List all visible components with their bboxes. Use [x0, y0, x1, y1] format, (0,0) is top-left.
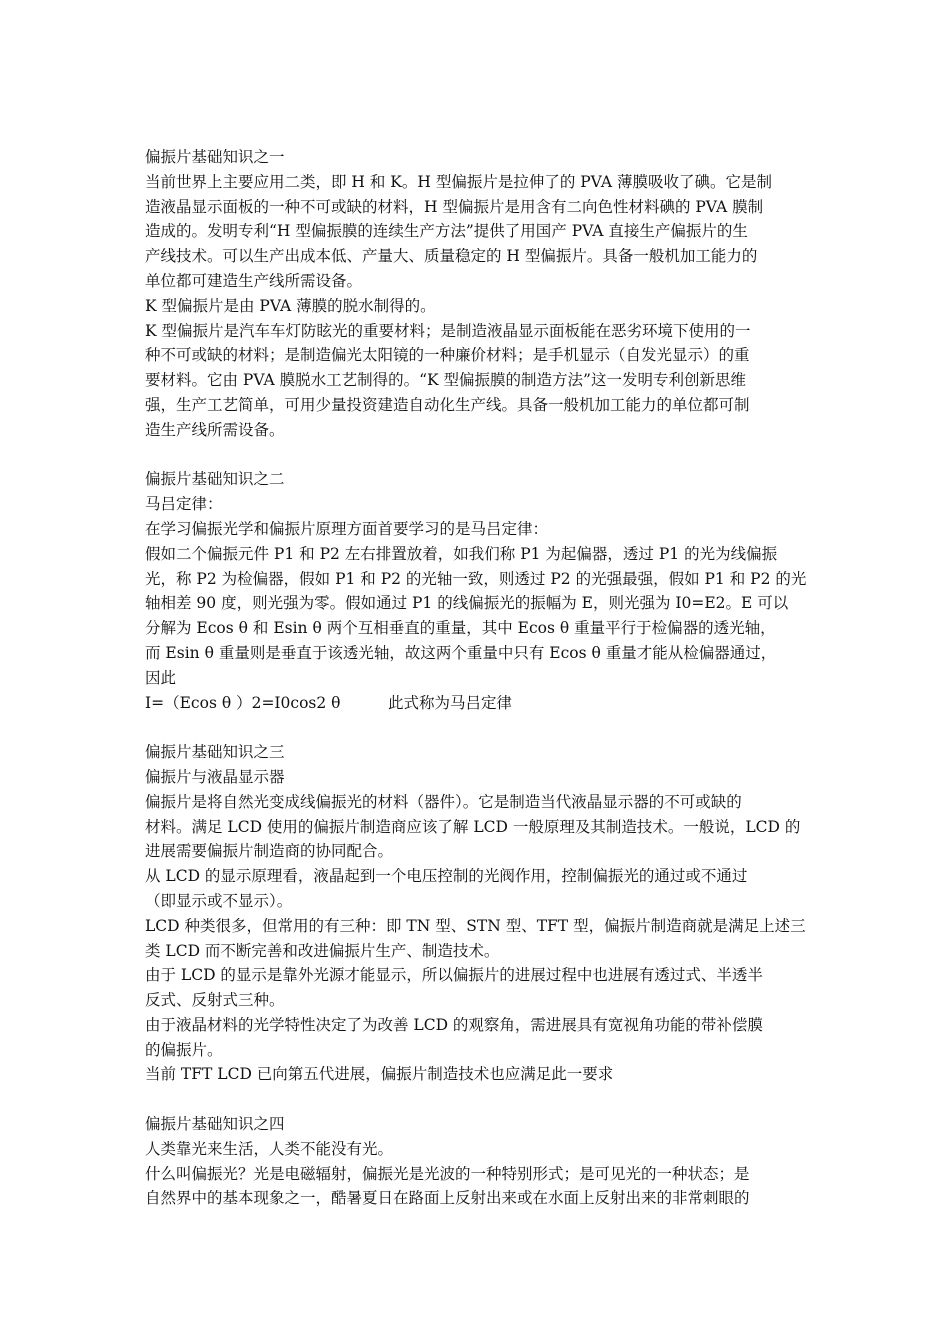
paragraph-line: K 型偏振片是由 PVA 薄膜的脱水制得的。	[145, 296, 436, 315]
section-3	[145, 740, 820, 1087]
section-title: 偏振片基础知识之三	[145, 743, 285, 762]
paragraph-line: 偏振片是将自然光变成线偏振光的材料（器件）。它是制造当代液晶显示器的不可或缺的	[145, 792, 742, 811]
paragraph-line: LCD 种类很多，但常用的有三种：即 TN 型、STN 型、TFT 型，偏振片制造商就是满足上述三	[145, 916, 806, 935]
section-2	[145, 467, 820, 715]
paragraph-line: 造生产线所需设备。	[145, 420, 285, 439]
paragraph-line: 在学习偏振光学和偏振片原理方面首要学习的是马吕定律：	[145, 519, 549, 538]
paragraph-line: 自然界中的基本现象之一，酷暑夏日在路面上反射出来或在水面上反射出来的非常刺眼的	[145, 1189, 750, 1208]
paragraph-line: 轴相差 90 度，则光强为零。假如通过 P1 的线偏振光的振幅为 E，则光强为 I0=E2。E 可以	[145, 594, 789, 613]
paragraph-line: 种不可或缺的材料；是制造偏光太阳镜的一种廉价材料；是手机显示（自发光显示）的重	[145, 346, 750, 365]
paragraph-line: 由于液晶材料的光学特性决定了为改善 LCD 的观察角，需进展具有宽视角功能的带补偿膜	[145, 1015, 763, 1034]
paragraph-line: 假如二个偏振元件 P1 和 P2 左右排置放着，如我们称 P1 为起偏器，透过 P1 的光为线偏振	[145, 544, 778, 563]
paragraph-line: 分解为 Ecos θ 和 Esin θ 两个互相垂直的重量，其中 Ecos θ 重量平行于检偏器的透光轴，	[145, 619, 776, 638]
section-title: 偏振片基础知识之二	[145, 470, 285, 489]
paragraph-line: 由于 LCD 的显示是靠外光源才能显示，所以偏振片的进展过程中也进展有透过式、半透半	[145, 966, 763, 985]
malus-law-formula	[145, 691, 820, 716]
section-title: 偏振片基础知识之一	[145, 148, 285, 166]
section-1	[145, 145, 820, 443]
section-spacer	[145, 1087, 820, 1112]
paragraph-line: 人类靠光来生活，人类不能没有光。	[145, 1139, 394, 1158]
section-spacer	[145, 443, 820, 468]
paragraph-line: 从 LCD 的显示原理看，液晶起到一个电压控制的光阀作用，控制偏振光的通过或不通过	[145, 867, 748, 886]
paragraph-line: 反式、反射式三种。	[145, 991, 285, 1010]
paragraph-line: 进展需要偏振片制造商的协同配合。	[145, 842, 394, 861]
paragraph-line: 因此	[145, 668, 177, 687]
paragraph-line: 马吕定律：	[145, 495, 223, 514]
paragraph-line: 强，生产工艺简单，可用少量投资建造自动化生产线。具备一般机加工能力的单位都可制	[145, 395, 750, 414]
paragraph-line: 类 LCD 而不断完善和改进偏振片生产、制造技术。	[145, 941, 500, 960]
paragraph-line: 光，称 P2 为检偏器，假如 P1 和 P2 的光轴一致，则透过 P2 的光强最强，假如 P1 和 P2 的光	[145, 569, 807, 588]
paragraph-line: 产线技术。可以生产出成本低、产量大、质量稳定的 H 型偏振片。具备一般机加工能力的	[145, 247, 758, 266]
section-spacer	[145, 715, 820, 740]
paragraph-line: 偏振片与液晶显示器	[145, 767, 285, 786]
paragraph-line: 当前世界上主要应用二类，即 H 和 K。H 型偏振片是拉伸了的 PVA 薄膜吸收了碘。它是制	[145, 172, 772, 191]
paragraph-line: 的偏振片。	[145, 1040, 223, 1059]
paragraph-line: 造液晶显示面板的一种不可或缺的材料，H 型偏振片是用含有二向色性材料碘的 PVA 膜制	[145, 197, 764, 216]
paragraph-line: （即显示或不显示）。	[145, 891, 293, 910]
formula-expression: I=（Ecos θ ）2=I0cos2 θ	[145, 693, 341, 712]
paragraph-line: 要材料。它由 PVA 膜脱水工艺制得的。“K 型偏振膜的制造方法”这一发明专利创新思维	[145, 371, 746, 390]
paragraph-line: 什么叫偏振光？光是电磁辐射，偏振光是光波的一种特别形式；是可见光的一种状态；是	[145, 1164, 750, 1183]
paragraph-line: K 型偏振片是汽车车灯防眩光的重要材料；是制造液晶显示面板能在恶劣环境下使用的一	[145, 321, 751, 340]
paragraph-line: 造成的。发明专利“H 型偏振膜的连续生产方法”提供了用国产 PVA 直接生产偏振片的生	[145, 222, 748, 241]
paragraph-line: 材料。满足 LCD 使用的偏振片制造商应该了解 LCD 一般原理及其制造技术。一般说，LCD 的	[145, 817, 801, 836]
section-title: 偏振片基础知识之四	[145, 1115, 285, 1134]
paragraph-line: 当前 TFT LCD 已向第五代进展，偏振片制造技术也应满足此一要求	[145, 1065, 614, 1084]
formula-note: 此式称为马吕定律	[388, 693, 513, 712]
paragraph-line: 单位都可建造生产线所需设备。	[145, 271, 363, 290]
section-4	[145, 1112, 820, 1211]
document-page	[145, 145, 820, 1211]
paragraph-line: 而 Esin θ 重量则是垂直于该透光轴，故这两个重量中只有 Ecos θ 重量才能从检偏器通过，	[145, 643, 777, 662]
